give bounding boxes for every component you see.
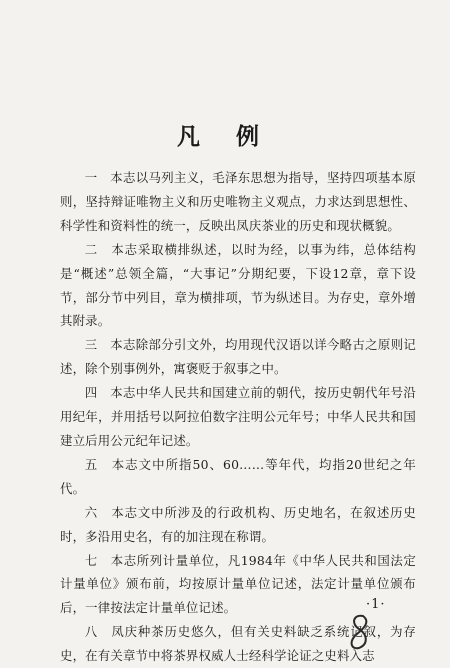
paragraph-4: 四 本志中华人民共和国建立前的朝代，按历史朝代年号沿用纪年，并用括号以阿拉伯数字注明公元年号；中华人民共和国建立后用公元纪年记述。: [60, 385, 416, 448]
paragraph-5: 五 本志文中所指50、60……等年代，均指20世纪之年代。: [60, 456, 416, 496]
paragraph-7: 七 本志所列计量单位，凡1984年《中华人民共和国法定计量单位》颁布前，均按原计量单位记述，法定计量单位颁布后，一律按法定计量单位记述。: [60, 552, 416, 616]
paragraph-3: 三 本志除部分引文外，均用现代汉语以详今略古之原则记述，除个别事例外，寓褒贬于叙事之中。: [60, 337, 416, 377]
paragraph-6: 六 本志文中所涉及的行政机构、历史地名，在叙述历史时，多沿用史名，有的加注现在称谓。: [60, 504, 416, 544]
page-title: 凡 例: [176, 123, 273, 150]
paragraph-8: 八 凤庆种茶历史悠久，但有关史料缺乏系统记叙，为存史，在有关章节中将茶界权威人士经科学论证之史料入志: [60, 624, 416, 664]
page-number: ·1·: [366, 597, 386, 612]
paragraph-2: 二 本志采取横排纵述，以时为经，以事为纬，总体结构是“概述”总领全篇，“大事记”分期纪要，下设12章，章下设节，部分节中列目，章为横排项，节为纵述目。为存史，章外增其附录。: [60, 241, 416, 329]
body-text: [60, 166, 416, 668]
paragraph-1: 一 本志以马列主义，毛泽东思想为指导，坚持四项基本原则，坚持辩证唯物主义和历史唯物主义观点，力求达到思想性、科学性和资料性的统一，反映出凤庆茶业的历史和现状概貌。: [60, 170, 416, 233]
handwritten-mark: [345, 612, 375, 652]
